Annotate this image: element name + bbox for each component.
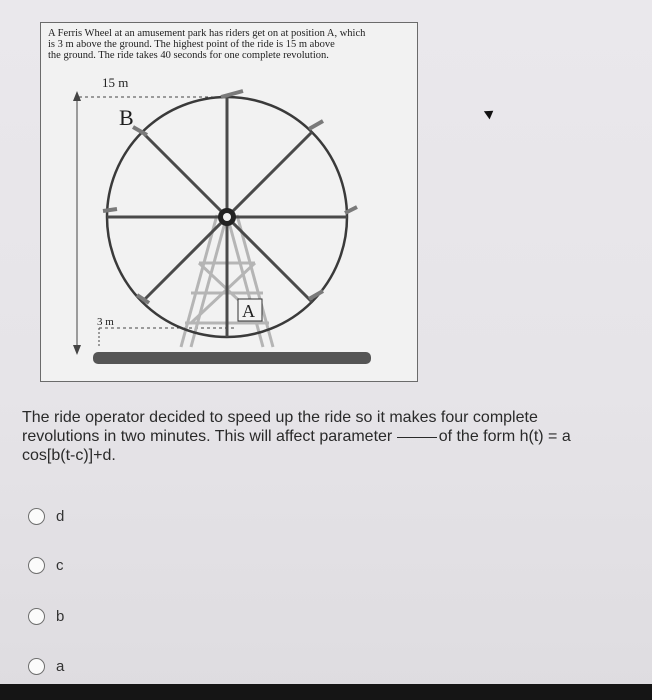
bottom-height-label: 3 m — [97, 316, 114, 328]
option-b-radio[interactable] — [28, 608, 45, 625]
option-c[interactable] — [28, 557, 64, 574]
ferris-wheel-figure — [40, 22, 418, 382]
figure-caption-line-1: A Ferris Wheel at an amusement park has riders get on at position A, which — [48, 28, 366, 39]
option-a-radio[interactable] — [28, 658, 45, 675]
answer-blank — [397, 437, 437, 438]
top-height-label: 15 m — [102, 75, 129, 90]
question-line-3: cos[b(t-c)]+d. — [22, 447, 116, 464]
height-arrow-top — [73, 91, 81, 101]
option-c-radio[interactable] — [28, 557, 45, 574]
option-a[interactable] — [28, 658, 64, 675]
question-line-2 — [22, 427, 642, 446]
point-b-label: B — [119, 105, 134, 130]
question-line-2-after: of the form h(t) = a — [438, 428, 571, 445]
option-a-label: a — [56, 658, 65, 675]
option-b-label: b — [56, 608, 65, 625]
option-d[interactable] — [28, 508, 64, 525]
question-line-1: The ride operator decided to speed up the ride so it makes four complete — [22, 409, 538, 426]
height-arrow-bottom — [73, 345, 81, 355]
wheel-hub-center — [223, 213, 231, 221]
question-text — [22, 408, 642, 465]
figure-caption-line-2: is 3 m above the ground. The highest point of the ride is 15 m above — [48, 39, 335, 50]
mouse-pointer-icon — [484, 107, 496, 120]
option-b[interactable] — [28, 608, 64, 625]
gondolas — [103, 91, 357, 303]
question-line-2-before: revolutions in two minutes. This will affect parameter — [22, 428, 393, 445]
option-c-label: c — [56, 557, 64, 574]
option-d-label: d — [56, 508, 65, 525]
ferris-wheel-diagram — [41, 23, 419, 383]
bottom-bar — [0, 684, 652, 700]
figure-caption-line-3: the ground. The ride takes 40 seconds for one complete revolution. — [48, 50, 329, 61]
point-a-label: A — [242, 301, 255, 321]
option-d-radio[interactable] — [28, 508, 45, 525]
ground-bar — [93, 352, 371, 364]
